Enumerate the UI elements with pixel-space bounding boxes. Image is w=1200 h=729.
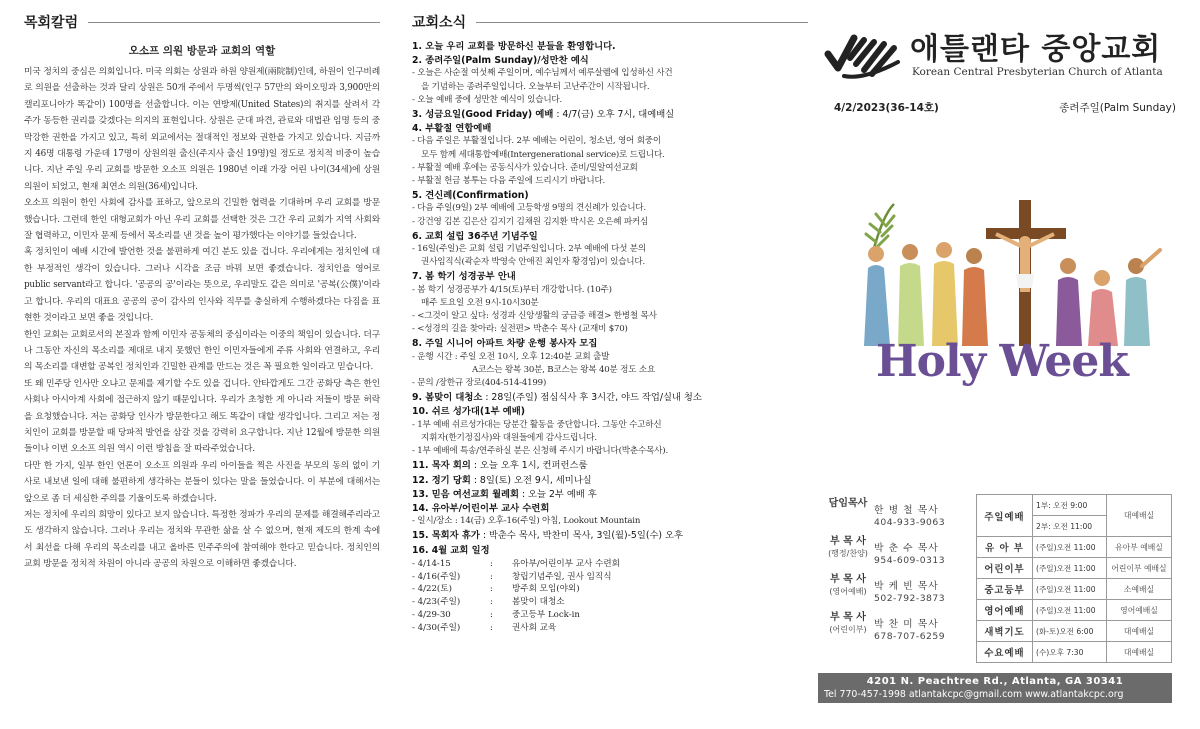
news-item [412, 459, 808, 472]
news-item-line: A코스는 왕복 30분, B코스는 왕복 40분 정도 소요 [472, 364, 656, 375]
news-item-title [412, 544, 808, 557]
news-item-title-text: 7. 봄 학기 성경공부 안내 [412, 271, 516, 283]
worship-service-place: 영어예배실 [1107, 600, 1172, 621]
holy-week-illustration [836, 196, 1176, 346]
news-item [412, 189, 808, 229]
news-item-title-text: 11. 목자 회의 [412, 460, 471, 472]
worship-service-place: 유아부 예배실 [1107, 537, 1172, 558]
worship-service-time: (주일)오전 11:00 [1033, 537, 1107, 558]
news-item-line: - 일시/장소 : 14(금) 오후-16(주일) 아침, Lookout Mountain [412, 516, 641, 527]
news-item-title [412, 270, 808, 283]
schedule-date: - 4/16(주일) [412, 571, 461, 582]
news-item-line: - 부활절 예배 후에는 공동식사가 있습니다. 준비/밀알여선교회 [412, 162, 638, 173]
news-item-title-text: 12. 정기 당회 [412, 474, 471, 486]
news-item [412, 230, 808, 270]
news-item-title-text: 4. 부활절 연합예배 [412, 123, 492, 135]
staff-phone: 954-609-0313 [874, 555, 946, 566]
church-name-korean: 애틀랜타 중앙교회 [910, 32, 1162, 67]
column-paragraph: 한인 교회는 교회로서의 본질과 함께 이민자 공동체의 중심이라는 이중의 책임이 있습니다. 더구나 그동안 자신의 목소리를 제대로 내지 못했던 한인 이민자들에게 주류 사회와 연결하고, 우리의 목소리를 대변할 공복인 정치인과 긴밀한 관계를 만드는 것은 꼭 필요한 일이라고 믿습니다. [24, 329, 380, 373]
news-item-line: - <성경의 길을 찾아라: 실전편> 박춘수 목사 (교재비 $70) [412, 324, 628, 335]
news-item-title [412, 391, 808, 404]
news-item-title [412, 122, 808, 135]
staff-row [822, 536, 974, 567]
staff-name: 한 병 철 목사 [874, 505, 939, 516]
liturgical-sunday: 종려주일(Palm Sunday) [1059, 102, 1176, 114]
column-paragraph: 또 왜 민주당 인사만 오냐고 문제를 제기할 수도 있을 겁니다. 안타깝게도 그간 공화당 측은 한인 사회나 아시아계 사회에 접근하지 않기 때문입니다. 우리가 초청한 게 아니라 저들이 방문 허락을 요청했습니다. 저는 공화당 인사가 방문한다고 해도 똑같이 대할 생각입니다. 그리고 저는 정치인이 교회를 방문할 때 당파적 발언을 삼갈 것을 강력히 요구합니다. 지난 12월에 방문한 의원들이나 이번 오소프 의원 역시 이런 방침을 잘 따라주었습니다. [24, 378, 380, 455]
news-item-title [412, 529, 808, 542]
news-item [412, 270, 808, 336]
news-item-title [412, 189, 808, 202]
staff-phone: 404-933-9063 [874, 517, 946, 528]
worship-service-time: (주일)오전 11:00 [1033, 579, 1107, 600]
staff-row [822, 574, 974, 605]
staff-role-title: 부 목 사 [830, 574, 866, 585]
staff-name: 박 찬 미 목사 [874, 619, 939, 630]
worship-service-name: 어린이부 [977, 558, 1033, 579]
news-item-detail: : 8일(토) 오전 9시, 세미나실 [470, 474, 592, 486]
news-item-title-text: 5. 견신례(Confirmation) [412, 190, 529, 202]
column-paragraph: 혹 정치인이 예배 시간에 발언한 것을 불편하게 여긴 분도 있을 겁니다. 우리에게는 정치인에 대한 부정적인 생각이 있습니다. 그러나 시각을 조금 바꿔 보면 좋겠습니다. 정치인을 영어로 public servant라고 합니다. '공공의 공'이라는 뜻으로, 우리말도 같은 의미로 '공복(公僕)'이라고 합니다. 우리의 대표요 공공의 공이 감사의 인사와 직무를 충실하게 수행하겠다는 다짐을 표현한 것이라고 보면 좋을 것입니다. [24, 247, 380, 324]
worship-row [977, 642, 1172, 663]
worship-service-time: (수)오후 7:30 [1033, 642, 1107, 663]
worship-schedule-table [976, 494, 1172, 663]
news-item-title [412, 230, 808, 243]
news-list [412, 40, 808, 557]
worship-service-place: 대예배실 [1107, 642, 1172, 663]
worship-service-name: 영어예배 [977, 600, 1033, 621]
news-item-line: - 강건영 김본 김은산 김지기 김채원 김지환 박시온 오은혜 파커심 [412, 216, 649, 227]
staff-info [874, 536, 974, 567]
news-item-title-text: 9. 봄맞이 대청소 [412, 392, 483, 404]
news-item-line: 모두 함께 세대통합예배(Intergenerational service)로 드립니다. [421, 149, 665, 160]
news-item [412, 405, 808, 458]
church-address: 4201 N. Peachtree Rd., Atlanta, GA 30341 [866, 676, 1124, 687]
staff-role-detail: (영어예배) [829, 587, 867, 596]
news-item-line: - 부활절 헌금 봉투는 다음 주일에 드리시기 바랍니다. [412, 176, 606, 187]
staff-row [822, 612, 974, 643]
schedule-event: 창립기념주일, 권사 임직식 [512, 571, 612, 582]
worship-row [977, 600, 1172, 621]
schedule-date: - 4/14-15 [412, 558, 451, 569]
news-item-title-text: 13. 믿음 여선교회 월례회 [412, 488, 520, 500]
worship-service-time: (주일)오전 11:00 [1033, 558, 1107, 579]
schedule-separator: : [490, 622, 493, 633]
worship-service-place: 소예배실 [1107, 579, 1172, 600]
news-item-line: - 문의 /장한규 장로(404-514-4199) [412, 378, 547, 389]
schedule-separator: : [490, 597, 493, 608]
news-heading: 교회소식 [412, 15, 467, 31]
staff-role-title: 부 목 사 [830, 536, 866, 547]
staff-role [822, 574, 874, 605]
bulletin-cover [818, 0, 1188, 729]
pastoral-column [24, 12, 380, 717]
news-item-detail: : 28일(주일) 점심식사 후 3시간, 야드 작업/실내 청소 [482, 392, 702, 404]
news-item-line: 권사임직식(곽순자 박영숙 안애진 최인자 황경임)이 있습니다. [421, 257, 646, 268]
worship-service-name: 새벽기도 [977, 621, 1033, 642]
staff-name: 박 춘 수 목사 [874, 543, 939, 554]
worship-service-place: 어린이부 예배실 [1107, 558, 1172, 579]
worship-service-name: 중고등부 [977, 579, 1033, 600]
news-item-detail: : 박춘수 목사, 박찬미 목사, 3일(월)-5일(수) 오후 [479, 530, 683, 542]
column-heading-row [24, 12, 380, 32]
news-item [412, 474, 808, 487]
news-item-line: - 16일(주일)은 교회 설립 기념주일입니다. 2부 예배에 다섯 분의 [412, 244, 646, 255]
staff-role-detail: (행정/찬양) [828, 549, 868, 558]
news-item-title-text: 2. 종려주일(Palm Sunday)/성만찬 예식 [412, 55, 589, 67]
schedule-date: - 4/22(토) [412, 584, 452, 595]
staff-role-detail: (어린이부) [829, 625, 867, 634]
column-title: 오소프 의원 방문과 교회의 역할 [128, 45, 276, 57]
news-item-title [412, 405, 808, 418]
schedule-date: - 4/29-30 [412, 609, 451, 620]
column-paragraph: 저는 정치에 우리의 희망이 있다고 보지 않습니다. 특정한 정파가 우리의 문제를 해결해주리라고도 생각하지 않습니다. 그러나 우리는 정치와 무관한 삶을 살 수 없으며, 현재 제도의 한계 속에서 최선을 다해 우리의 목소리를 내고 올바른 민주주의에 참여해야 한다고 믿습니다. 정치인의 교회 방문을 정치적 차원이 아니라 공공의 차원으로 이해하면 좋겠습니다. [24, 509, 380, 570]
news-item [412, 488, 808, 501]
news-item [412, 502, 808, 528]
worship-service-name: 유 아 부 [977, 537, 1033, 558]
church-news [412, 12, 808, 717]
worship-service-time: (화-토)오전 6:00 [1033, 621, 1107, 642]
schedule-event: 봄맞이 대청소 [512, 597, 565, 608]
staff-info [874, 612, 974, 643]
news-item-title [412, 40, 808, 53]
news-item [412, 40, 808, 53]
staff-phone: 678-707-6259 [874, 631, 946, 642]
column-body [24, 64, 380, 573]
staff-list [822, 498, 974, 650]
news-item-line: - 봄 학기 성경공부가 4/15(토)부터 개강합니다. (10주) [412, 284, 612, 295]
schedule-event: 권사회 교육 [512, 622, 557, 633]
news-item-title-text: 3. 성금요일(Good Friday) 예배 [412, 109, 554, 121]
news-item-title-text: 14. 유아부/어린이부 교사 수련회 [412, 502, 550, 514]
news-item-detail: : 오늘 오후 1시, 컨퍼런스룸 [470, 460, 588, 472]
news-item-line: - 1부 예배 쉬르성가대는 당분간 활동을 중단합니다. 그동안 수고하신 [412, 419, 662, 430]
news-item [412, 391, 808, 404]
news-item-title-text: 16. 4월 교회 일정 [412, 544, 490, 556]
news-item [412, 108, 808, 121]
news-item-title-text: 15. 목회자 휴가 [412, 530, 480, 542]
church-name-english: Korean Central Presbyterian Church of Atlanta [912, 66, 1163, 78]
news-item-line: - 다음 주일은 부활절입니다. 2부 예배는 어린이, 청소년, 영어 회중이 [412, 136, 661, 147]
news-item-title [412, 108, 808, 121]
worship-service-name: 수요예배 [977, 642, 1033, 663]
schedule-event: 중고등부 Lock-in [512, 609, 580, 620]
schedule-separator: : [490, 571, 493, 582]
news-item [412, 54, 808, 107]
news-item-line: - <그것이 알고 싶다: 성경과 신앙생활의 궁금증 해결> 한병철 목사 [412, 311, 657, 322]
news-item-line: 매주 토요일 오전 9시-10시30분 [421, 297, 539, 308]
news-item-line: - 오늘은 사순절 여섯째 주일이며, 예수님께서 예루살렘에 입성하신 사건 [412, 68, 673, 79]
bulletin-date: 4/2/2023(36-14호) [834, 102, 939, 114]
staff-role [822, 498, 874, 529]
column-paragraph: 미국 정치의 중심은 의회입니다. 미국 의회는 상원과 하원 양원제(兩院制)인데, 하원이 인구비례로 의원을 선출하는 것과 달리 상원은 50개 주에서 두명씩(인구 57만의 와이오밍과 3,900만의 캘리포니아가 똑같이) 100명을 선출합니다. 이는 연방제(United States)의 취지를 살려서 각 주가 동등한 권리를 갖겠다는 의지의 표현입니다. 상원은 군대 파견, 관료와 대법관 임명 등의 중 막강한 권한을 가지고 있고, 특히 외교에서는 절대적인 정보와 권한을 가지고 있습니다. 지금까지 46명 대통령 가운데 17명이 상원의원 출신(주지사 출신 19명)일 정도로 정치적 비중이 높습니다. 지난 주일 우리 교회를 방문한 오소프 의원은 1980년 이래 가장 어린 나이(34세)에 상원의원이 되었고, 현재 최연소 의원(36세)입니다. [24, 67, 380, 192]
news-item [412, 529, 808, 542]
news-item-line: - 오늘 예배 중에 성만찬 예식이 있습니다. [412, 94, 563, 105]
news-item-title [412, 488, 808, 501]
april-schedule [412, 558, 808, 635]
staff-role-title: 부 목 사 [830, 612, 866, 623]
news-item-title-text: 6. 교회 설립 36주년 기념주일 [412, 230, 538, 242]
church-logo-icon [824, 28, 904, 82]
worship-service-name: 주일예배 [977, 495, 1033, 537]
worship-row [977, 537, 1172, 558]
schedule-separator: : [490, 558, 493, 569]
news-item-title [412, 337, 808, 350]
worship-service-time: 1부: 오전 9:00 [1033, 495, 1107, 516]
worship-service-time: (주일)오전 11:00 [1033, 600, 1107, 621]
news-item-detail: : 오늘 2부 예배 후 [519, 488, 597, 500]
news-item-line: 을 기념하는 종려주일입니다. 오늘부터 고난주간이 시작됩니다. [421, 81, 650, 92]
column-paragraph: 오소프 의원이 한인 사회에 감사를 표하고, 앞으로의 긴밀한 협력을 기대하며 우리 교회를 방문했습니다. 그런데 한인 대형교회가 아닌 우리 교회를 선택한 것은 그간 우리 교회가 지역 사회와 잘 협력하고, 이민자 문제 등에서 목소리를 낸 것을 높이 평가했다는 이야기를 들었습니다. [24, 198, 380, 242]
staff-row [822, 498, 974, 529]
news-item-line: - 1부 예배에 특송/연주하실 분은 신청해 주시기 바랍니다(박춘수목사). [412, 446, 668, 457]
news-item-line: - 운행 시간 : 주일 오전 10시, 오후 12:40분 교회 출발 [412, 351, 610, 362]
staff-info [874, 574, 974, 605]
worship-row [977, 621, 1172, 642]
worship-row [977, 558, 1172, 579]
news-item-line: 지휘자(한기정집사)와 대원들에게 감사드립니다. [421, 432, 597, 443]
news-item-title-text: 8. 주일 시니어 아파트 차량 운행 봉사자 모집 [412, 338, 598, 350]
staff-role-title: 담임목사 [828, 498, 868, 509]
news-item-title-text: 1. 오늘 우리 교회를 방문하신 분들을 환영합니다. [412, 41, 616, 52]
worship-service-time: 2부: 오전 11:00 [1033, 516, 1107, 537]
news-item [412, 337, 808, 390]
church-contact: Tel 770-457-1998 atlantakcpc@gmail.com www.atlantakcpc.org [824, 689, 1124, 700]
staff-phone: 502-792-3873 [874, 593, 946, 604]
worship-service-place: 대예배실 [1107, 621, 1172, 642]
holy-week-title: Holy Week [876, 336, 1128, 387]
news-item [412, 122, 808, 188]
worship-row [977, 495, 1172, 516]
news-item-line: - 다음 주일(9일) 2부 예배에 고등학생 9명의 견신례가 있습니다. [412, 203, 646, 214]
schedule-separator: : [490, 609, 493, 620]
schedule-separator: : [490, 584, 493, 595]
news-item-detail: : 4/7(금) 오후 7시, 대예배실 [553, 109, 675, 121]
news-item-title-text: 10. 쉬르 성가대(1부 예배) [412, 406, 525, 418]
worship-row [977, 579, 1172, 600]
schedule-event: 방주회 모임(야외) [512, 584, 580, 595]
news-heading-row [412, 12, 808, 32]
staff-info [874, 498, 974, 529]
heading-rule [88, 22, 380, 23]
worship-service-place: 대예배실 [1107, 495, 1172, 537]
news-item-title [412, 474, 808, 487]
heading-rule [476, 22, 808, 23]
schedule-date: - 4/30(주일) [412, 622, 461, 633]
news-item [412, 544, 808, 557]
column-heading: 목회칼럼 [24, 15, 79, 31]
staff-role [822, 536, 874, 567]
column-paragraph: 다만 한 가지, 일부 한인 언론이 오소프 의원과 우리 아이들을 찍은 사진을 부모의 동의 없이 기사로 내보낸 일에 대해 불편하게 생각하는 분들이 있다는 말을 들었습니다. 이 부분에 대해서는 앞으로 좀 더 세심한 주의를 기울이도록 하겠습니다. [24, 460, 380, 504]
staff-role [822, 612, 874, 643]
news-item-title [412, 502, 808, 515]
news-item-title [412, 54, 808, 67]
news-item-title [412, 459, 808, 472]
church-footer [818, 673, 1172, 703]
schedule-date: - 4/23(주일) [412, 597, 461, 608]
staff-name: 박 케 빈 목사 [874, 581, 939, 592]
schedule-event: 유아부/어린이부 교사 수련회 [512, 558, 620, 569]
